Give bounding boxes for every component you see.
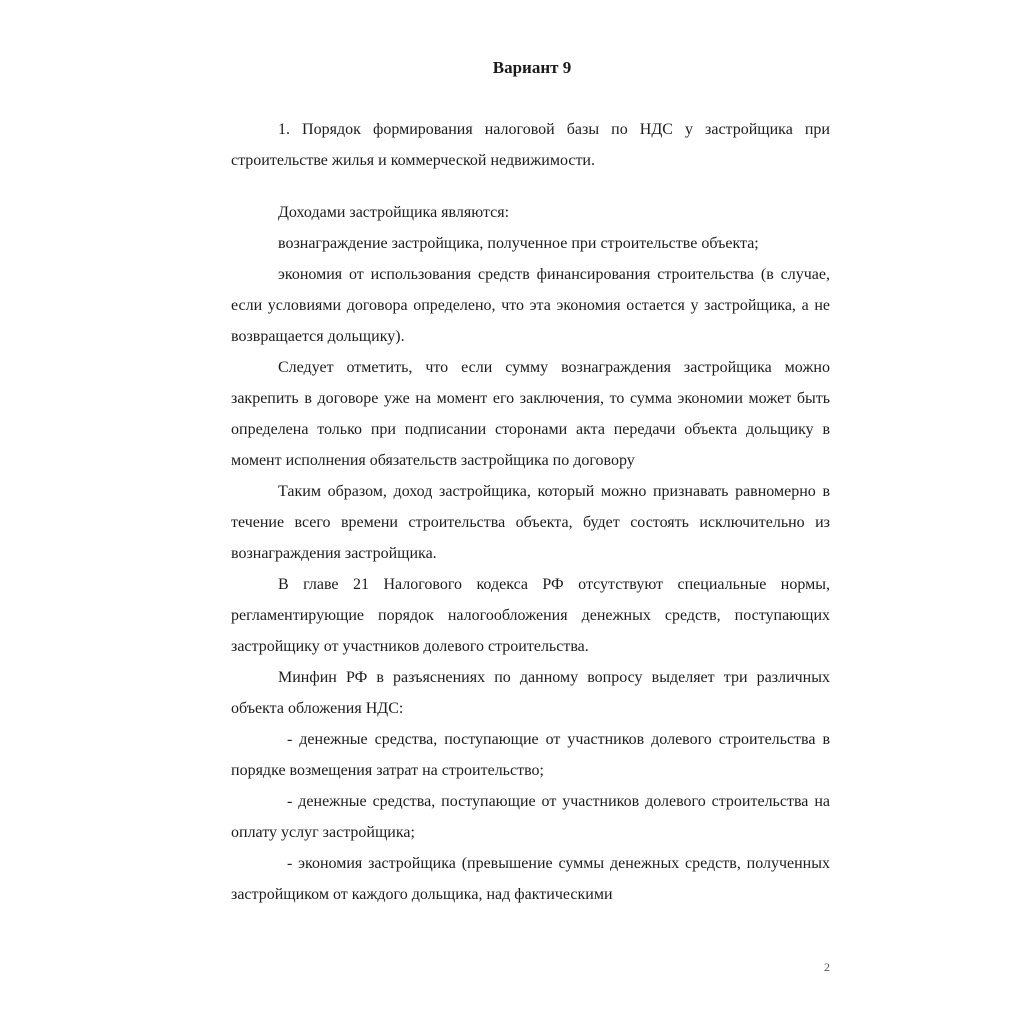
document-body bbox=[231, 114, 830, 910]
paragraph-minfin: Минфин РФ в разъяснениях по данному вопросу выделяет три различных объекта обложения НДС: bbox=[231, 669, 830, 717]
document-title: Вариант 9 bbox=[492, 58, 572, 77]
list-item-cost-compensation: - денежные средства, поступающие от участников долевого строительства в порядке возмещения затрат на строительство; bbox=[231, 731, 830, 779]
paragraph-note: Следует отметить, что если сумму вознаграждения застройщика можно закрепить в договоре уже на момент его заключения, то сумма экономии может быть определена только при подписании сторонами акта передачи объекта дольщику в момент исполнения обязательств застройщика по договору bbox=[231, 359, 830, 469]
paragraph-income-savings: экономия от использования средств финансирования строительства (в случае, если условиями договора определено, что эта экономия остается у застройщика, а не возвращается дольщику). bbox=[231, 266, 830, 345]
page-number: 2 bbox=[824, 960, 830, 974]
paragraph-tax-code: В главе 21 Налогового кодекса РФ отсутствуют специальные нормы, регламентирующие порядок налогообложения денежных средств, поступающих застройщику от участников долевого строительства. bbox=[231, 576, 830, 655]
paragraph-question: 1. Порядок формирования налоговой базы по НДС у застройщика при строительстве жилья и коммерческой недвижимости. bbox=[231, 121, 830, 169]
paragraph-income-reward: вознаграждение застройщика, полученное при строительстве объекта; bbox=[278, 235, 759, 252]
list-item-developer-savings: - экономия застройщика (превышение суммы денежных средств, полученных застройщиком от каждого дольщика, над фактическими bbox=[231, 855, 830, 903]
paragraph-income-intro: Доходами застройщика являются: bbox=[278, 204, 510, 221]
paragraph-conclusion: Таким образом, доход застройщика, который можно признавать равномерно в течение всего времени строительства объекта, будет состоять исключительно из вознаграждения застройщика. bbox=[231, 483, 830, 562]
list-item-service-payment: - денежные средства, поступающие от участников долевого строительства на оплату услуг застройщика; bbox=[231, 793, 830, 841]
